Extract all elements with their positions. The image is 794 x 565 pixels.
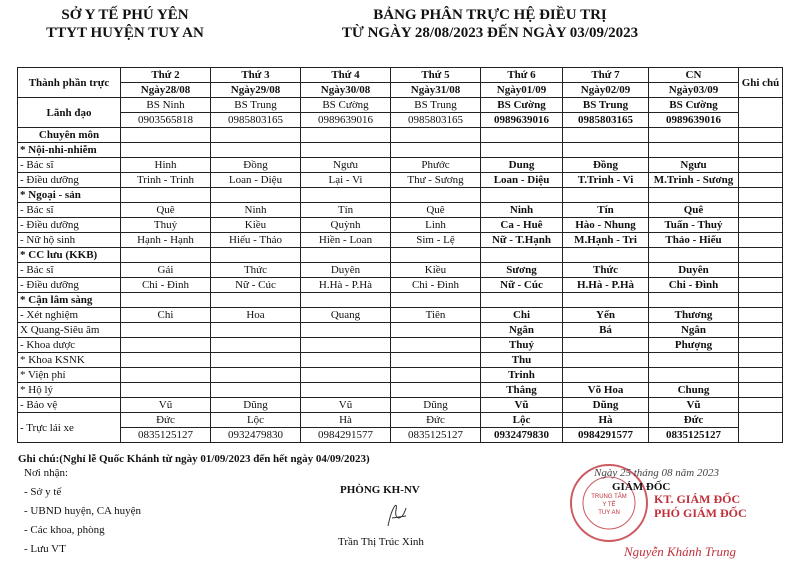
note-line: Ghi chú:(Nghỉ lễ Quốc Khánh từ ngày 01/09/2023 đến hết ngày 04/09/2023) [18,453,370,465]
row-label: X Quang-Siêu âm [18,323,121,338]
duty-cell: M.Trinh - Sương [649,173,739,188]
svg-text:TRUNG TÂM: TRUNG TÂM [591,494,627,500]
leader-phone: 0903565818 [121,113,211,128]
duty-cell: T.Trinh - Vi [563,173,649,188]
note-cell [739,278,783,293]
day-header: Thứ 5 [391,68,481,83]
note-cell [739,263,783,278]
empty-cell [211,128,301,143]
empty-cell [649,128,739,143]
row-label: - Bác sĩ [18,158,121,173]
duty-cell: Dung [481,158,563,173]
empty-cell [563,128,649,143]
empty-cell [481,293,563,308]
leader-phone: 0989639016 [301,113,391,128]
duty-cell: Ca - Huê [481,218,563,233]
empty-cell [563,293,649,308]
date-header: Ngày31/08 [391,83,481,98]
duty-cell [211,338,301,353]
duty-cell: Loan - Diệu [211,173,301,188]
driver-phone: 0984291577 [301,428,391,443]
duty-row [18,323,783,338]
empty-cell [391,293,481,308]
driver-name: Đức [121,413,211,428]
row-label: * Viện phí [18,368,121,383]
duty-cell: Vũ [649,398,739,413]
date-range: TỪ NGÀY 28/08/2023 ĐẾN NGÀY 03/09/2023 [341,25,639,41]
duty-cell: Yến [563,308,649,323]
driver-name: Hà [301,413,391,428]
duty-cell: Thuỷ [121,218,211,233]
empty-cell [563,143,649,158]
duty-cell: Hạnh - Hạnh [121,233,211,248]
duty-cell [391,338,481,353]
leader-phone: 0989639016 [649,113,739,128]
driver-phone: 0932479830 [481,428,563,443]
recipient-item: - Sở y tế [24,486,62,498]
signing-date: Ngày 25 tháng 08 năm 2023 [594,467,719,479]
empty-cell [121,128,211,143]
leader-name: BS Trung [391,98,481,113]
duty-cell: Hoa [211,308,301,323]
duty-cell: Ninh [211,203,301,218]
date-header: Ngày01/09 [481,83,563,98]
duty-cell [121,338,211,353]
duty-cell: Duyên [649,263,739,278]
duty-cell [211,353,301,368]
duty-cell [211,368,301,383]
empty-cell [391,143,481,158]
leader-phone: 0989639016 [481,113,563,128]
duty-cell: Thức [563,263,649,278]
leader-name: BS Ninh [121,98,211,113]
duty-cell: Lại - Vi [301,173,391,188]
driver-name: Hà [563,413,649,428]
duty-row [18,308,783,323]
duty-cell: Gái [121,263,211,278]
note-cell [739,383,783,398]
duty-cell: Ngân [649,323,739,338]
duty-row [18,368,783,383]
empty-cell [739,248,783,263]
org-center: TTYT HUYỆN TUY AN [46,25,204,41]
note-cell [739,218,783,233]
driver-phone: 0932479830 [211,428,301,443]
duty-cell [121,353,211,368]
duty-cell [649,353,739,368]
leader-name: BS Cường [649,98,739,113]
empty-cell [301,128,391,143]
duty-cell: Thảo - Hiếu [649,233,739,248]
duty-cell: Võ Hoa [563,383,649,398]
note-cell [739,173,783,188]
duty-row [18,338,783,353]
duty-row [18,173,783,188]
empty-cell [121,188,211,203]
note-cell [739,158,783,173]
row-label: - Bác sĩ [18,263,121,278]
driver-phone: 0835125127 [121,428,211,443]
handwritten-signature-icon [382,496,412,530]
row-label: - Bảo vệ [18,398,121,413]
duty-cell: Sim - Lệ [391,233,481,248]
duty-cell [211,323,301,338]
director-title: GIÁM ĐỐC [612,481,671,493]
empty-cell [301,248,391,263]
duty-cell: Thuỷ [481,338,563,353]
duty-cell: Vũ [121,398,211,413]
duty-cell: Chi [481,308,563,323]
day-header: Thứ 6 [481,68,563,83]
section-row [18,248,783,263]
empty-cell [391,248,481,263]
duty-cell [301,323,391,338]
svg-text:Y TẾ: Y TẾ [602,502,616,508]
duty-cell: Linh [391,218,481,233]
empty-cell [563,248,649,263]
duty-cell: Vũ [301,398,391,413]
duty-cell: Loan - Diệu [481,173,563,188]
leader-name: BS Trung [211,98,301,113]
duty-cell: Đồng [563,158,649,173]
department-signature-title: PHÒNG KH-NV [340,484,420,496]
duty-roster-table [17,67,783,443]
duty-cell: Chi - Đình [649,278,739,293]
duty-cell [391,353,481,368]
day-header: Thứ 2 [121,68,211,83]
leader-name: BS Cường [481,98,563,113]
empty-cell [649,248,739,263]
date-header: Ngày30/08 [301,83,391,98]
department-signer-name: Trần Thị Trúc Xinh [338,536,424,548]
empty-cell [481,143,563,158]
duty-cell: H.Hà - P.Hà [563,278,649,293]
duty-cell [301,368,391,383]
driver-row [18,413,783,428]
empty-cell [481,188,563,203]
duty-row [18,158,783,173]
duty-cell: Nữ - T.Hạnh [481,233,563,248]
duty-cell: Phượng [649,338,739,353]
duty-cell: Bá [563,323,649,338]
empty-cell [739,143,783,158]
empty-cell [301,188,391,203]
duty-cell [563,353,649,368]
empty-cell [121,248,211,263]
duty-cell [563,338,649,353]
duty-cell: Thức [211,263,301,278]
row-label: * Hộ lý [18,383,121,398]
duty-row [18,263,783,278]
duty-cell: Nữ - Cúc [211,278,301,293]
note-cell [739,368,783,383]
duty-cell: Chi - Đình [121,278,211,293]
section-title: * CC lưu (KKB) [18,248,121,263]
empty-cell [301,293,391,308]
recipient-item: - Các khoa, phòng [24,524,105,536]
duty-cell: Hiền - Loan [301,233,391,248]
kt-line: KT. GIÁM ĐỐC [654,492,741,506]
recipients [24,466,194,561]
row-label: - Điều dưỡng [18,218,121,233]
empty-cell [563,188,649,203]
empty-cell [739,293,783,308]
leader-phone: 0985803165 [391,113,481,128]
document-title [300,6,680,42]
driver-name: Đức [649,413,739,428]
recipient-item: - Lưu VT [24,543,66,555]
note-cell [739,413,783,443]
driver-name: Lộc [211,413,301,428]
driver-name: Đức [391,413,481,428]
row-label: - Khoa dược [18,338,121,353]
duty-row [18,233,783,248]
duty-cell: Dũng [211,398,301,413]
duty-cell [211,383,301,398]
duty-cell [301,383,391,398]
duty-cell [301,353,391,368]
recipients-title: Nơi nhận: [24,467,69,479]
duty-cell: Dũng [391,398,481,413]
section-row [18,128,783,143]
deputy-director-stamp [654,492,747,520]
org-header [20,6,230,42]
deputy-line: PHÓ GIÁM ĐỐC [654,506,747,520]
duty-cell [391,383,481,398]
duty-cell [649,368,739,383]
duty-row [18,278,783,293]
column-header: Thành phần trực [18,68,121,98]
empty-cell [649,293,739,308]
empty-cell [211,248,301,263]
svg-text:TUY AN: TUY AN [598,510,620,516]
note-cell [739,233,783,248]
duty-cell: Duyên [301,263,391,278]
duty-row [18,398,783,413]
empty-cell [391,188,481,203]
date-header: Ngày03/09 [649,83,739,98]
empty-cell [211,188,301,203]
duty-cell [121,383,211,398]
duty-row [18,203,783,218]
empty-cell [649,143,739,158]
duty-row [18,218,783,233]
empty-cell [649,188,739,203]
date-header: Ngày28/08 [121,83,211,98]
section-row [18,293,783,308]
duty-cell: Vũ [481,398,563,413]
empty-cell [481,128,563,143]
duty-cell: Hinh [121,158,211,173]
section-title: * Cận lâm sàng [18,293,121,308]
duty-cell [301,338,391,353]
duty-cell: Sương [481,263,563,278]
duty-cell [563,368,649,383]
empty-cell [301,143,391,158]
duty-cell: Nữ - Cúc [481,278,563,293]
note-header: Ghi chú [739,68,783,98]
duty-cell [121,368,211,383]
duty-cell: H.Hà - P.Hà [301,278,391,293]
note-cell [739,338,783,353]
section-title: Chuyên môn [18,128,121,143]
leader-name: BS Cường [301,98,391,113]
empty-cell [121,143,211,158]
section-title: * Ngoại - sản [18,188,121,203]
driver-name: Lộc [481,413,563,428]
duty-cell: Quang [301,308,391,323]
duty-cell: Đồng [211,158,301,173]
duty-cell [391,323,481,338]
driver-phone-row [18,428,783,443]
empty-cell [391,128,481,143]
duty-row [18,383,783,398]
row-label: - Nữ hộ sinh [18,233,121,248]
duty-cell: M.Hạnh - Tri [563,233,649,248]
duty-cell: Thu [481,353,563,368]
note-cell [739,398,783,413]
leader-phone: 0985803165 [211,113,301,128]
duty-cell: Trinh - Trinh [121,173,211,188]
note-cell [739,308,783,323]
empty-cell [739,128,783,143]
duty-cell: Tiên [391,308,481,323]
day-header: CN [649,68,739,83]
section-row [18,188,783,203]
note-cell [739,203,783,218]
duty-cell: Ngân [481,323,563,338]
org-department: SỞ Y TẾ PHÚ YÊN [61,7,189,23]
duty-cell: Ngưu [649,158,739,173]
leadership-phone-row [18,113,783,128]
row-label: - Xét nghiệm [18,308,121,323]
row-label: - Điều dưỡng [18,173,121,188]
driver-phone: 0835125127 [391,428,481,443]
duty-cell: Chi [121,308,211,323]
duty-cell: Thư - Sương [391,173,481,188]
recipient-item: - UBND huyện, CA huyện [24,505,142,517]
duty-cell: Quê [649,203,739,218]
duty-cell: Kiều [391,263,481,278]
duty-cell: Dũng [563,398,649,413]
duty-cell: Quỳnh [301,218,391,233]
duty-cell: Hào - Nhung [563,218,649,233]
day-header: Thứ 3 [211,68,301,83]
driver-phone: 0835125127 [649,428,739,443]
note-cell [739,323,783,338]
row-label: - Điều dưỡng [18,278,121,293]
empty-cell [211,293,301,308]
row-label: - Bác sĩ [18,203,121,218]
duty-cell: Quê [121,203,211,218]
title-line: BẢNG PHÂN TRỰC HỆ ĐIỀU TRỊ [373,7,607,23]
day-header: Thứ 4 [301,68,391,83]
duty-cell: Kiều [211,218,301,233]
empty-cell [739,188,783,203]
row-label: Lãnh đạo [18,98,121,128]
note-cell [739,353,783,368]
driver-phone: 0984291577 [563,428,649,443]
date-row [18,83,783,98]
empty-cell [211,143,301,158]
director-signature: Nguyễn Khánh Trung [624,544,736,559]
date-header: Ngày29/08 [211,83,301,98]
duty-row [18,353,783,368]
row-label: - Trực lái xe [18,413,121,443]
date-header: Ngày02/09 [563,83,649,98]
note-cell [739,98,783,128]
section-title: * Nội-nhi-nhiễm [18,143,121,158]
duty-cell: Tín [563,203,649,218]
header-row [18,68,783,83]
row-label: * Khoa KSNK [18,353,121,368]
duty-cell: Chi - Đình [391,278,481,293]
duty-cell: Quê [391,203,481,218]
section-row [18,143,783,158]
leader-phone: 0985803165 [563,113,649,128]
leadership-row [18,98,783,113]
duty-cell: Tuấn - Thuỷ [649,218,739,233]
duty-cell: Chung [649,383,739,398]
duty-cell: Trinh [481,368,563,383]
empty-cell [481,248,563,263]
duty-cell: Thương [649,308,739,323]
duty-cell: Hiếu - Thảo [211,233,301,248]
duty-cell: Ninh [481,203,563,218]
empty-cell [121,293,211,308]
duty-cell: Tín [301,203,391,218]
duty-cell: Phước [391,158,481,173]
day-header: Thứ 7 [563,68,649,83]
leader-name: BS Trung [563,98,649,113]
duty-cell [121,323,211,338]
duty-cell: Thắng [481,383,563,398]
duty-cell: Ngưu [301,158,391,173]
duty-cell [391,368,481,383]
